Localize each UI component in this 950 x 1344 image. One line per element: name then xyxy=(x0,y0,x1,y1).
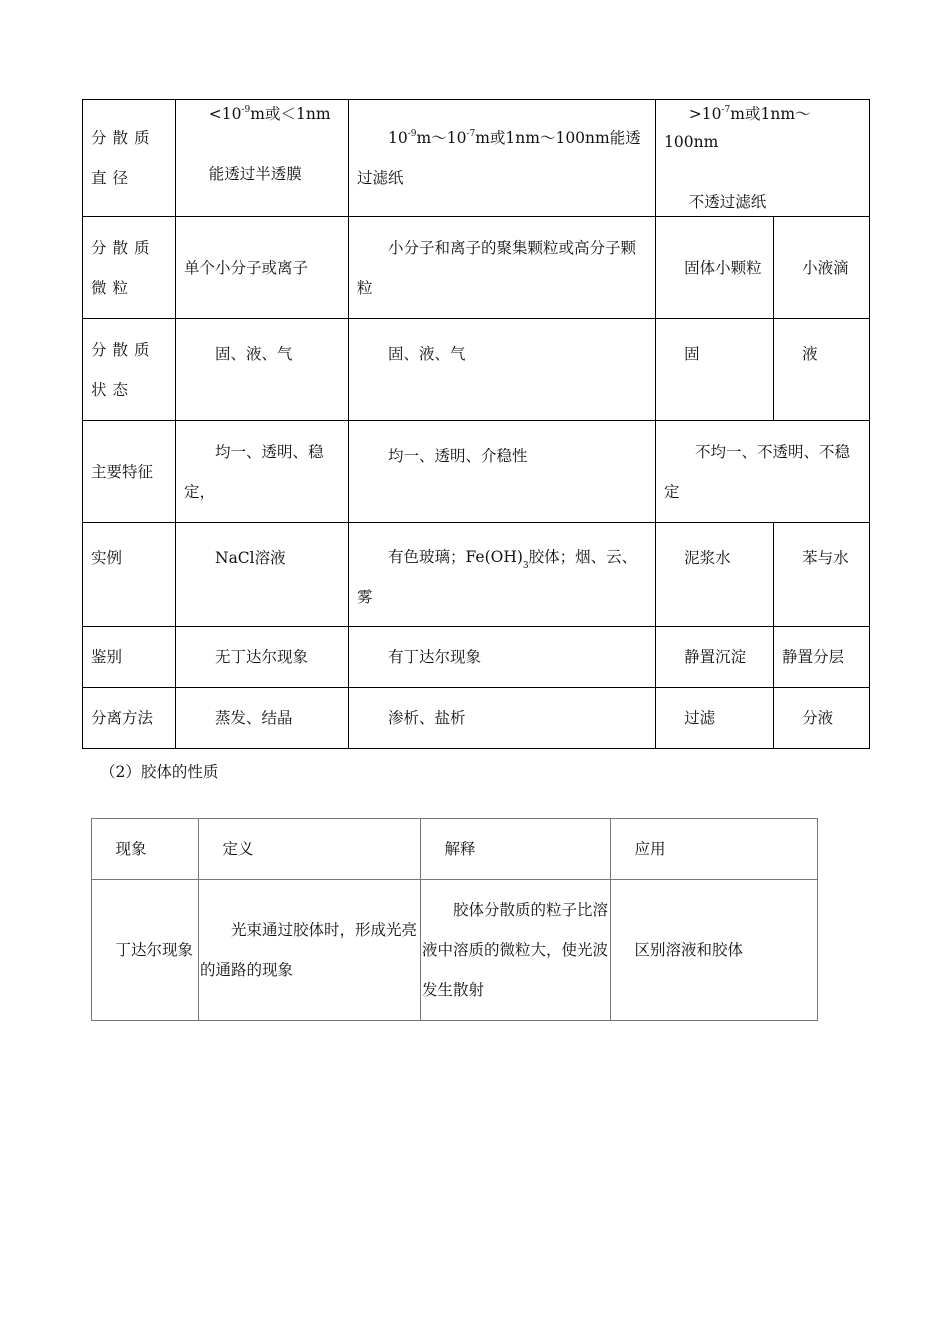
cell-explanation: 胶体分散质的粒子比溶液中溶质的微粒大，使光波发生散射 xyxy=(421,880,611,1021)
cell-suspension-state: 固 xyxy=(656,319,774,421)
cell-emulsion-particles: 小液滴 xyxy=(774,217,870,319)
table-row xyxy=(83,688,870,749)
row-label-examples: 实例 xyxy=(83,523,176,627)
cell-solution-particles: 单个小分子或离子 xyxy=(176,217,349,319)
colloid-properties-table xyxy=(91,818,818,1021)
cell-colloid-features: 均一、透明、介稳性 xyxy=(349,421,656,523)
cell-solution-examples: NaCl溶液 xyxy=(176,523,349,627)
row-label-state: 分散质状态 xyxy=(83,319,176,421)
table-row xyxy=(83,421,870,523)
section-caption: （2）胶体的性质 xyxy=(100,763,219,781)
table-row xyxy=(83,627,870,688)
table-row xyxy=(83,523,870,627)
row-label-diameter: 分散质直径 xyxy=(83,100,176,217)
cell-emulsion-examples: 苯与水 xyxy=(774,523,870,627)
cell-colloid-diameter: $10^{-9}m\sim 10^{-7}m$或1nm～100nm能透过滤纸 xyxy=(349,100,656,217)
cell-colloid-state: 固、液、气 xyxy=(349,319,656,421)
cell-solution-features: 均一、透明、稳定， xyxy=(176,421,349,523)
cell-colloid-identification: 有丁达尔现象 xyxy=(349,627,656,688)
row-label-features: 主要特征 xyxy=(83,421,176,523)
cell-phenomenon: 丁达尔现象 xyxy=(92,880,199,1021)
cell-solution-diameter: $<10^{-9}m$或＜1nm 能透过半透膜 xyxy=(176,100,349,217)
table-row xyxy=(83,100,870,217)
cell-definition: 光束通过胶体时，形成光亮的通路的现象 xyxy=(199,880,421,1021)
header-definition: 定义 xyxy=(199,819,421,880)
cell-suspension-particles: 固体小颗粒 xyxy=(656,217,774,319)
table-row xyxy=(83,217,870,319)
cell-emulsion-separation: 分液 xyxy=(774,688,870,749)
header-application: 应用 xyxy=(611,819,818,880)
row-label-particles: 分散质微粒 xyxy=(83,217,176,319)
cell-solution-state: 固、液、气 xyxy=(176,319,349,421)
cell-emulsion-state: 液 xyxy=(774,319,870,421)
cell-solution-identification: 无丁达尔现象 xyxy=(176,627,349,688)
table-row xyxy=(83,319,870,421)
cell-suspension-separation: 过滤 xyxy=(656,688,774,749)
cell-solution-separation: 蒸发、结晶 xyxy=(176,688,349,749)
table-header-row xyxy=(92,819,818,880)
cell-colloid-particles: 小分子和离子的聚集颗粒或高分子颗粒 xyxy=(349,217,656,319)
row-label-separation: 分离方法 xyxy=(83,688,176,749)
row-label-identification: 鉴别 xyxy=(83,627,176,688)
cell-colloid-separation: 渗析、盐析 xyxy=(349,688,656,749)
dispersion-comparison-table xyxy=(82,99,870,749)
cell-suspension-examples: 泥浆水 xyxy=(656,523,774,627)
cell-suspension-diameter: $>10^{-7}m$或1nm～100nm 不透过滤纸 xyxy=(656,100,870,217)
header-explanation: 解释 xyxy=(421,819,611,880)
cell-suspension-features: 不均一、不透明、不稳定 xyxy=(656,421,870,523)
header-phenomenon: 现象 xyxy=(92,819,199,880)
table-row xyxy=(92,880,818,1021)
cell-application: 区别溶液和胶体 xyxy=(611,880,818,1021)
cell-colloid-examples: 有色玻璃；$Fe(OH)_3$胶体；烟、云、雾 xyxy=(349,523,656,627)
cell-suspension-identification: 静置沉淀 xyxy=(656,627,774,688)
cell-emulsion-identification: 静置分层 xyxy=(774,627,870,688)
